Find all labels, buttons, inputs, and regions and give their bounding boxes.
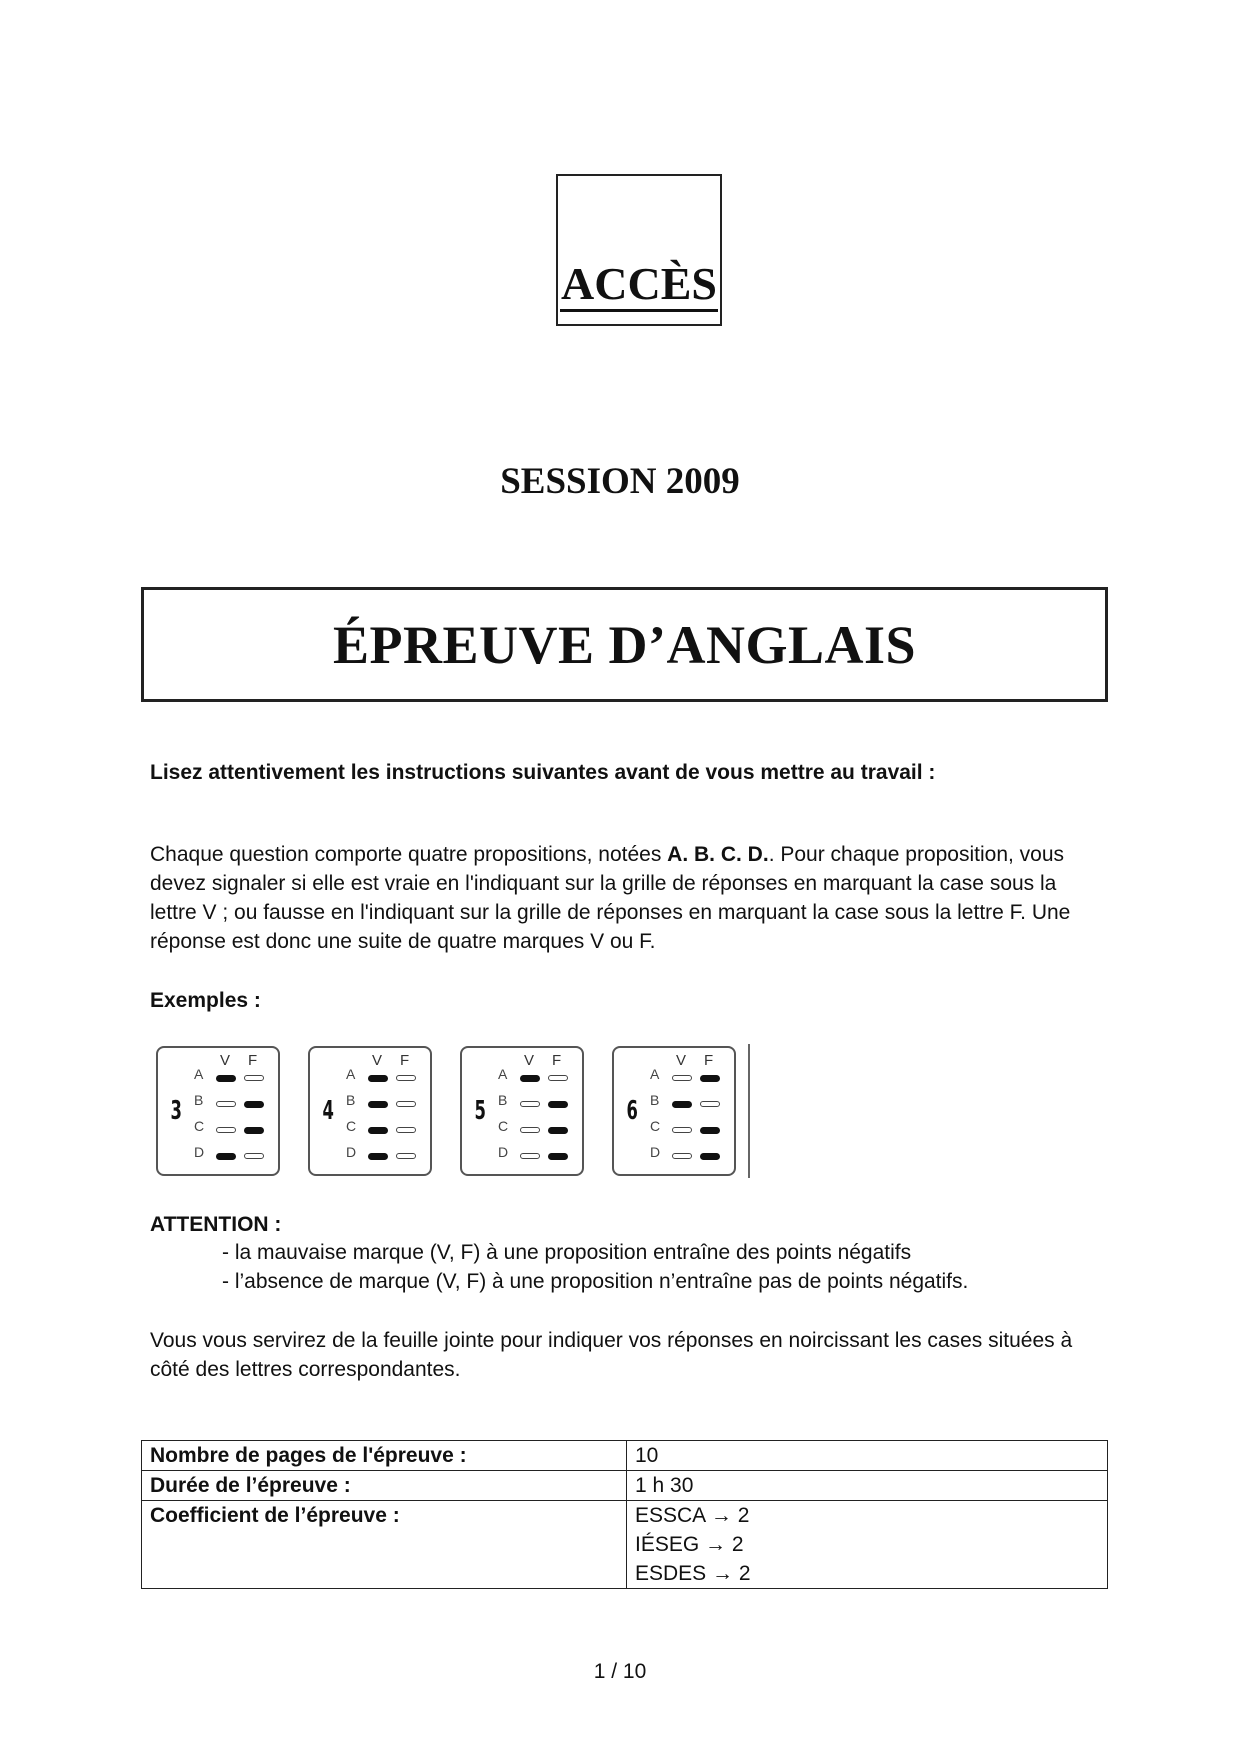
paragraph-part2: . Pour chaque proposition, vous devez signaler si elle est vraie en l'indiquant sur la grille de réponses en marquant la case sous la lettre V ; ou fausse en l'indiquant sur la grille de réponses en marquant la case sous la lettre F. Une réponse est donc une suite de quatre marques V ou F. [150,843,1071,953]
answer-bubble-d-f [700,1153,720,1160]
answer-bubble-b-v [520,1101,540,1107]
answer-bubble-d-f [244,1153,264,1159]
coefficient-label: Coefficient de l’épreuve : [142,1501,627,1589]
coefficient-ieseg: IÉSEG → 2 [635,1533,744,1556]
attention-label: ATTENTION : [150,1213,282,1236]
answer-bubble-b-f [700,1101,720,1107]
answer-bubble-c-f [244,1127,264,1134]
coefficient-values [627,1501,1108,1589]
page-number: 1 / 10 [593,1660,647,1683]
answer-bubble-b-v [216,1101,236,1107]
pages-label: Nombre de pages de l'épreuve : [142,1441,627,1471]
answer-bubble-c-v [520,1127,540,1133]
answer-bubble-a-v [368,1075,388,1082]
answer-bubble-c-v [216,1127,236,1133]
pages-value: 10 [627,1441,1108,1471]
answer-bubble-c-f [396,1127,416,1133]
answer-bubble-c-v [672,1127,692,1133]
row-letter: D [194,1144,205,1160]
row-letter: B [650,1092,660,1108]
answer-bubble-c-f [548,1127,568,1134]
column-v-label: V [372,1052,383,1069]
page-title: ÉPREUVE D’ANGLAIS [332,614,917,675]
column-v-label: V [524,1052,535,1069]
answer-bubble-a-f [396,1075,416,1081]
attention-list [222,1238,968,1296]
row-letter: A [346,1066,356,1082]
answer-bubble-d-v [216,1153,236,1160]
closing-paragraph: Vous vous servirez de la feuille jointe pour indiquer vos réponses en noircissant les cases situées à côté des lettres correspondantes. [150,1329,1073,1381]
column-f-label: F [704,1052,714,1069]
answer-bubble-d-v [672,1153,692,1159]
example-card-5 [460,1046,584,1176]
example-card-3 [156,1046,280,1176]
column-v-label: V [676,1052,687,1069]
session-heading: SESSION 2009 [500,461,740,502]
row-letter: C [650,1118,661,1134]
example-number: 5 [474,1096,486,1126]
answer-bubble-b-v [368,1101,388,1108]
duration-value: 1 h 30 [627,1471,1108,1501]
title-box [141,587,1108,702]
example-card-4 [308,1046,432,1176]
answer-bubble-d-f [396,1153,416,1159]
row-letter: A [650,1066,660,1082]
logo-text: ACCÈS [560,259,718,312]
paragraph-letters: A. B. C. D. [667,843,769,866]
table-row [142,1501,1108,1589]
coefficient-essca: ESSCA → 2 [635,1504,750,1527]
paragraph-part1: Chaque question comporte quatre propositions, notées [150,843,668,866]
row-letter: A [194,1066,204,1082]
row-letter: D [650,1144,661,1160]
examples-label: Exemples : [150,989,261,1012]
answer-bubble-a-v [216,1075,236,1082]
example-card-6 [612,1046,736,1176]
coefficient-esdes: ESDES → 2 [635,1562,751,1585]
row-letter: D [498,1144,509,1160]
answer-bubble-c-v [368,1127,388,1134]
row-letter: B [346,1092,356,1108]
acces-logo [556,174,722,326]
answer-bubble-d-f [548,1153,568,1160]
answer-bubble-b-f [396,1101,416,1107]
example-number: 4 [322,1096,334,1126]
exam-info-table [141,1440,1108,1589]
row-letter: C [194,1118,205,1134]
example-number: 3 [170,1096,182,1126]
attention-item: - la mauvaise marque (V, F) à une proposition entraîne des points négatifs [222,1241,912,1264]
examples-divider [748,1044,750,1178]
row-letter: B [498,1092,508,1108]
answer-bubble-d-v [368,1153,388,1160]
answer-bubble-c-f [700,1127,720,1134]
row-letter: B [194,1092,204,1108]
duration-label: Durée de l’épreuve : [142,1471,627,1501]
row-letter: C [346,1118,357,1134]
column-f-label: F [248,1052,258,1069]
answer-bubble-a-v [520,1075,540,1082]
example-number: 6 [626,1096,638,1126]
answer-bubble-b-f [244,1101,264,1108]
answer-bubble-b-v [672,1101,692,1108]
table-row [142,1441,1108,1471]
row-letter: C [498,1118,509,1134]
row-letter: D [346,1144,357,1160]
column-v-label: V [220,1052,231,1069]
table-row [142,1471,1108,1501]
row-letter: A [498,1066,508,1082]
answer-bubble-a-f [244,1075,264,1081]
intro-instruction: Lisez attentivement les instructions suivantes avant de vous mettre au travail : [150,761,936,784]
answer-bubble-a-v [672,1075,692,1081]
column-f-label: F [552,1052,562,1069]
answer-bubble-a-f [548,1075,568,1081]
answer-bubble-d-v [520,1153,540,1159]
instructions-paragraph [150,840,1100,956]
examples-grid [156,1046,756,1180]
attention-item: - l’absence de marque (V, F) à une proposition n’entraîne pas de points négatifs. [222,1270,969,1293]
answer-bubble-b-f [548,1101,568,1108]
column-f-label: F [400,1052,410,1069]
answer-bubble-a-f [700,1075,720,1082]
